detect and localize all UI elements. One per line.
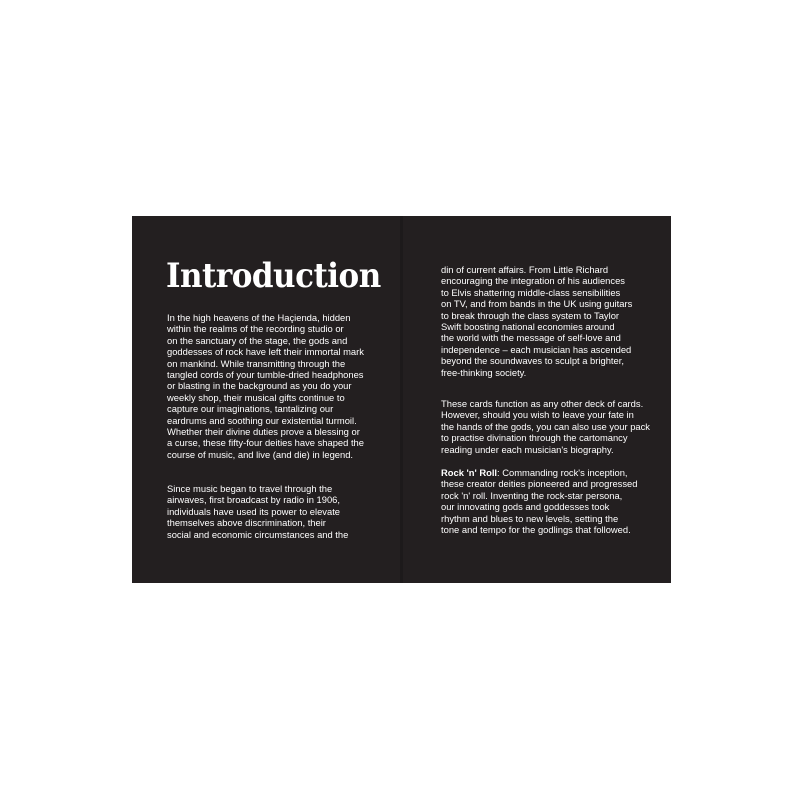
text-line: Since music began to travel through the (167, 483, 333, 494)
text-line: or blasting in the background as you do your (167, 380, 352, 392)
text-line: tone and tempo for the godlings that followed. (441, 524, 631, 536)
text-line: within the realms of the recording studio or (167, 323, 344, 335)
text-line: on TV, and from bands in the UK using guitars (441, 298, 633, 310)
text-line: to practise divination through the cartomancy (441, 432, 628, 444)
right-page (402, 216, 671, 583)
text-line: to Elvis shattering middle-class sensibilities (441, 286, 621, 298)
text-line: In the high heavens of the Haçienda, hidden (167, 312, 351, 323)
cards-paragraph (441, 398, 650, 455)
text-line: our innovating gods and goddesses took (441, 501, 610, 513)
text-line: to break through the class system to Taylor (441, 309, 620, 321)
text-line: social and economic circumstances and the (167, 528, 349, 540)
text-line: Swift boosting national economies around (441, 321, 615, 333)
continuation-paragraph (441, 264, 641, 378)
text-line: weekly shop, their musical gifts continue to (167, 391, 345, 403)
text-line: eardrums and soothing our existential turmoil. (167, 414, 357, 426)
booklet-spread (132, 216, 671, 583)
text-line: rhythm and blues to new levels, setting the (441, 512, 619, 524)
text-line: a curse, these fifty-four deities have shaped the (167, 437, 364, 449)
intro-paragraph-2 (167, 483, 367, 540)
text-line: However, should you wish to leave your fate in (441, 409, 634, 421)
text-line: airwaves, first broadcast by radio in 1906, (167, 494, 341, 506)
text-line: on the sanctuary of the stage, the gods and (167, 334, 348, 346)
text-line: din of current affairs. From Little Richard (441, 264, 609, 275)
text-line: these creator deities pioneered and progressed (441, 478, 638, 490)
page-title: Introduction (166, 256, 381, 296)
text-line: Whether their divine duties prove a blessing or (167, 426, 360, 438)
text-line: These cards function as any other deck of cards. (441, 398, 644, 409)
text-line: themselves above discrimination, their (167, 517, 326, 529)
text-line: the world with the message of self-love and (441, 332, 621, 344)
text-line: goddesses of rock have left their immortal mark (167, 346, 364, 358)
left-page (132, 216, 401, 583)
text-line: rock 'n' roll. Inventing the rock-star persona, (441, 489, 623, 501)
text-line: tangled cords of your tumble-dried headphones (167, 369, 364, 381)
category-text: : Commanding rock's inception, (497, 467, 628, 478)
text-line: independence – each musician has ascended (441, 343, 632, 355)
text-line: individuals have used its power to elevate (167, 505, 341, 517)
intro-paragraph-1 (167, 312, 367, 460)
text-line: the hands of the gods, you can also use your pack (441, 420, 650, 432)
text-line: encouraging the integration of his audiences (441, 275, 625, 287)
category-heading: Rock 'n' Roll (441, 467, 498, 478)
text-line: reading under each musician's biography. (441, 443, 614, 455)
text-line: free-thinking society. (441, 366, 527, 378)
text-line (441, 467, 641, 478)
text-line: on mankind. While transmitting through the (167, 357, 346, 369)
rock-n-roll-paragraph (441, 467, 641, 535)
text-line: capture our imaginations, tantalizing our (167, 403, 334, 415)
text-line: beyond the soundwaves to sculpt a brighter, (441, 355, 624, 367)
text-line: course of music, and live (and die) in legend. (167, 448, 354, 460)
